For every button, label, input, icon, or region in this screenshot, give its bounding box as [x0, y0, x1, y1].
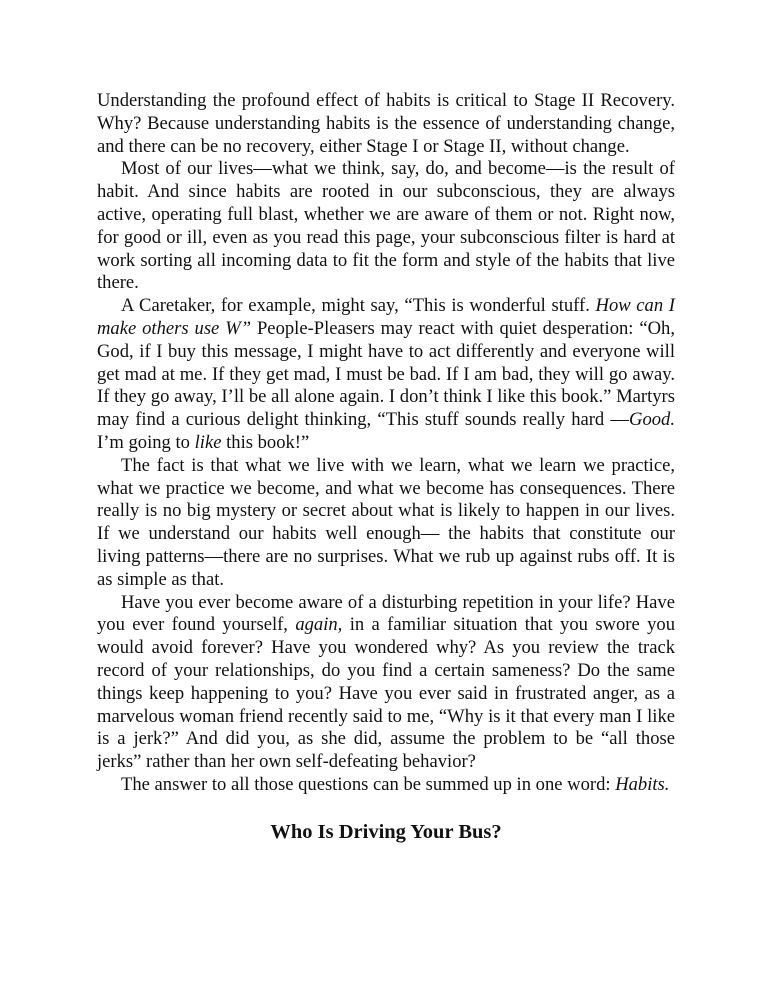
paragraph-text: in a familiar situation that you swore you would avoid forever? Have you wondered why? As you review the track record of your relationships, do you find a certain sameness? Do the same things keep happening to you? Have you ever said in frustrated anger, as a marvelous woman friend recently said to me, “Why is it that every man I like is a jerk?” And did you, as she did, assume the problem to be “all those jerks” rather than her own self-defeating behavior? [97, 614, 675, 773]
italic-text: Habits. [615, 773, 670, 795]
italic-text: like [194, 431, 222, 453]
paragraph-text: I’m going to [97, 431, 195, 453]
italic-text: Good. [629, 409, 675, 431]
paragraph-disturbing-repetition [97, 592, 675, 774]
section-heading: Who Is Driving Your Bus? [270, 820, 502, 843]
paragraph-text: The answer to all those questions can be summed up in one word: [121, 773, 616, 795]
paragraph-text: Have you ever become aware of a disturbing repetition in your life? Have you ever found yourself, [97, 591, 675, 636]
paragraph-what-we-live-with [97, 455, 675, 592]
italic-text: How can I make others use W” [97, 295, 675, 339]
italic-text: again, [295, 614, 343, 636]
paragraph-text: A Caretaker, for example, might say, “This is wonderful stuff. [121, 295, 596, 317]
paragraph-text: People-Pleasers may react with quiet desperation: “Oh, God, if I buy this message, I might have to act differently and everyone will get mad at me. If they get mad, I must be bad. If I am bad, they will go away. If they go away, I’ll be all alone again. I don’t think I like this book.” Martyrs may find a curious delight thinking, “This stuff sounds really hard — [97, 317, 675, 431]
paragraph-text: this book!” [221, 431, 310, 453]
paragraph-text: Most of our lives—what we think, say, do, and become—is the result of habit. And since habits are rooted in our subconscious, they are always active, operating full blast, whether we are aware of them or not. Right now, for good or ill, even as you read this page, your subconscious filter is hard at work sorting all incoming data to fit the form and style of the habits that live there. [97, 158, 675, 294]
paragraph-understanding-habits [97, 90, 675, 158]
paragraph-text: The fact is that what we live with we learn, what we learn we practice, what we practice we become, and what we become has consequences. There really is no big mystery or secret about what is likely to happen in our lives. If we understand our habits well enough— the habits that constitute our living patterns—there are no surprises. What we rub up against rubs off. It is as simple as that. [97, 454, 675, 590]
paragraph-text: Understanding the profound effect of habits is critical to Stage II Recovery. Why? Because understanding habits is the essence of understanding change, and there can be no recovery, either Stage I or Stage II, without change. [97, 90, 675, 157]
paragraph-the-answer [97, 774, 675, 797]
paragraph-caretaker-example [97, 295, 675, 455]
book-page [97, 90, 675, 844]
paragraph-most-of-our-lives [97, 158, 675, 295]
